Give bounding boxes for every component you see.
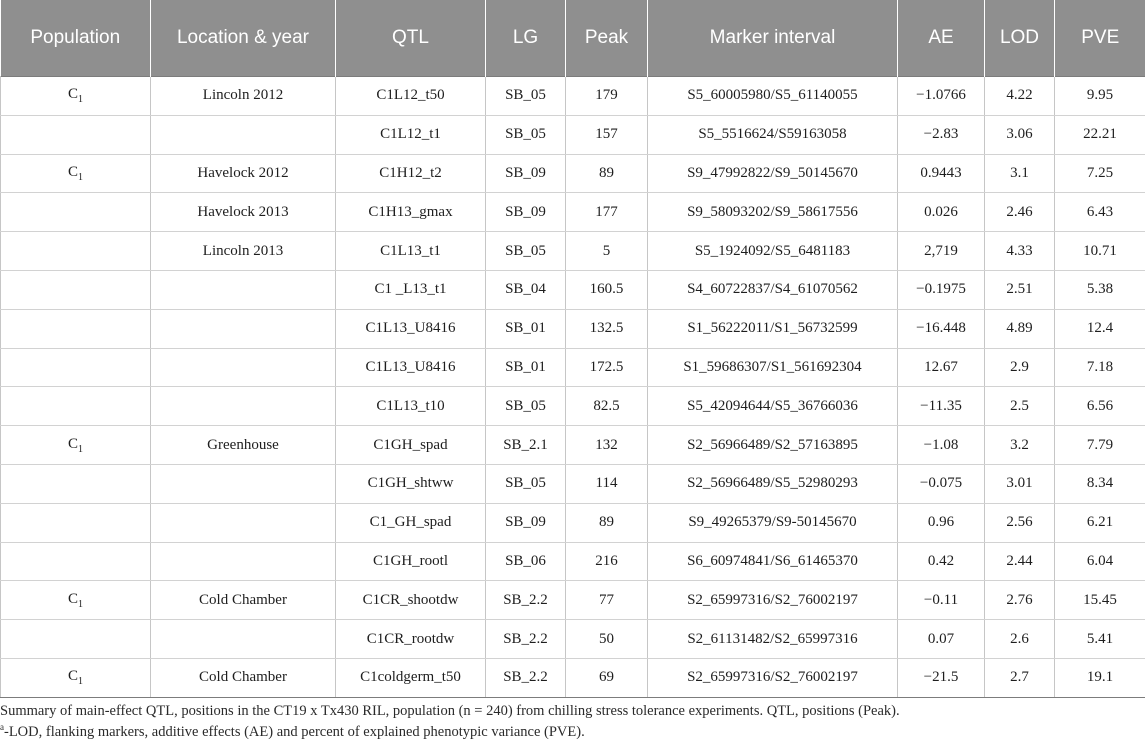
cell-location-year: Havelock 2012: [151, 154, 336, 193]
cell-lg: SB_09: [486, 193, 566, 232]
cell-pve: 7.25: [1055, 154, 1145, 193]
cell-marker-interval: S5_60005980/S5_61140055: [648, 77, 898, 116]
cell-location-year: [151, 115, 336, 154]
table-row: [1, 658, 1145, 697]
cell-location-year: [151, 503, 336, 542]
cell-location-year: [151, 387, 336, 426]
table-body: [1, 77, 1145, 698]
cell-lg: SB_06: [486, 542, 566, 581]
cell-qtl: C1H12_t2: [336, 154, 486, 193]
population-label: $C_1$: [68, 668, 83, 684]
cell-ae: −1.08: [898, 426, 985, 465]
cell-lg: SB_05: [486, 77, 566, 116]
cell-lg: SB_05: [486, 232, 566, 271]
cell-pve: 10.71: [1055, 232, 1145, 271]
cell-marker-interval: S2_61131482/S2_65997316: [648, 620, 898, 659]
cell-location-year: Cold Chamber: [151, 581, 336, 620]
cell-qtl: C1L13_U8416: [336, 348, 486, 387]
cell-lg: SB_09: [486, 154, 566, 193]
cell-lg: SB_05: [486, 115, 566, 154]
cell-lod: 2.76: [985, 581, 1055, 620]
cell-peak: 216: [566, 542, 648, 581]
cell-marker-interval: S1_56222011/S1_56732599: [648, 309, 898, 348]
cell-ae: −21.5: [898, 658, 985, 697]
cell-location-year: [151, 348, 336, 387]
header-ae: AE: [898, 0, 985, 77]
cell-ae: 0.42: [898, 542, 985, 581]
cell-location-year: [151, 309, 336, 348]
cell-qtl: C1L13_t10: [336, 387, 486, 426]
cell-location-year: Havelock 2013: [151, 193, 336, 232]
cell-lod: 4.89: [985, 309, 1055, 348]
table-row: [1, 309, 1145, 348]
cell-pve: 15.45: [1055, 581, 1145, 620]
cell-location-year: Greenhouse: [151, 426, 336, 465]
cell-lod: 2.46: [985, 193, 1055, 232]
cell-marker-interval: S5_1924092/S5_6481183: [648, 232, 898, 271]
cell-lg: SB_01: [486, 309, 566, 348]
cell-ae: −11.35: [898, 387, 985, 426]
table-row: [1, 348, 1145, 387]
cell-marker-interval: S9_47992822/S9_50145670: [648, 154, 898, 193]
cell-qtl: C1GH_spad: [336, 426, 486, 465]
cell-peak: 157: [566, 115, 648, 154]
cell-location-year: [151, 542, 336, 581]
table-row: [1, 193, 1145, 232]
cell-pve: 7.18: [1055, 348, 1145, 387]
cell-lod: 2.6: [985, 620, 1055, 659]
cell-lod: 2.51: [985, 270, 1055, 309]
cell-ae: 0.07: [898, 620, 985, 659]
footnote-marker: a: [0, 722, 4, 732]
cell-population: [1, 115, 151, 154]
cell-ae: −1.0766: [898, 77, 985, 116]
cell-pve: 6.56: [1055, 387, 1145, 426]
cell-peak: 50: [566, 620, 648, 659]
cell-pve: 12.4: [1055, 309, 1145, 348]
cell-ae: 2,719: [898, 232, 985, 271]
cell-population: [1, 232, 151, 271]
cell-pve: 19.1: [1055, 658, 1145, 697]
cell-ae: −0.075: [898, 464, 985, 503]
cell-pve: 5.41: [1055, 620, 1145, 659]
cell-ae: 12.67: [898, 348, 985, 387]
cell-population: [1, 348, 151, 387]
cell-ae: −16.448: [898, 309, 985, 348]
cell-population: [1, 193, 151, 232]
cell-population: [1, 309, 151, 348]
cell-peak: 114: [566, 464, 648, 503]
cell-population: [1, 620, 151, 659]
cell-population: [1, 503, 151, 542]
cell-peak: 82.5: [566, 387, 648, 426]
table-row: [1, 503, 1145, 542]
table-row: [1, 154, 1145, 193]
table-row: [1, 270, 1145, 309]
header-marker-interval: Marker interval: [648, 0, 898, 77]
cell-qtl: C1CR_shootdw: [336, 581, 486, 620]
cell-marker-interval: S9_49265379/S9-50145670: [648, 503, 898, 542]
table-caption: Summary of main-effect QTL, positions in the CT19 x Tx430 RIL, population (n = 240) from chilling stress tolerance experiments. QTL, positions (Peak).: [0, 703, 1145, 720]
header-population: Population: [1, 0, 151, 77]
cell-lod: 3.2: [985, 426, 1055, 465]
cell-pve: 8.34: [1055, 464, 1145, 503]
cell-location-year: [151, 464, 336, 503]
population-label: $C_1$: [68, 164, 83, 180]
cell-population: [1, 387, 151, 426]
table-row: [1, 77, 1145, 116]
cell-pve: 9.95: [1055, 77, 1145, 116]
cell-lg: SB_2.2: [486, 658, 566, 697]
table-row: [1, 581, 1145, 620]
cell-lod: 3.01: [985, 464, 1055, 503]
cell-marker-interval: S5_5516624/S59163058: [648, 115, 898, 154]
cell-lod: 2.7: [985, 658, 1055, 697]
cell-ae: −2.83: [898, 115, 985, 154]
header-qtl: QTL: [336, 0, 486, 77]
cell-location-year: [151, 270, 336, 309]
cell-peak: 177: [566, 193, 648, 232]
cell-ae: 0.96: [898, 503, 985, 542]
cell-lod: 3.06: [985, 115, 1055, 154]
cell-peak: 132.5: [566, 309, 648, 348]
cell-population: [1, 542, 151, 581]
cell-pve: 6.21: [1055, 503, 1145, 542]
cell-pve: 7.79: [1055, 426, 1145, 465]
cell-lg: SB_04: [486, 270, 566, 309]
cell-peak: 172.5: [566, 348, 648, 387]
cell-qtl: C1coldgerm_t50: [336, 658, 486, 697]
cell-lod: 2.5: [985, 387, 1055, 426]
cell-location-year: Cold Chamber: [151, 658, 336, 697]
cell-ae: −0.1975: [898, 270, 985, 309]
table-row: [1, 387, 1145, 426]
population-label: $C_1$: [68, 591, 83, 607]
cell-marker-interval: S2_65997316/S2_76002197: [648, 581, 898, 620]
cell-lod: 4.22: [985, 77, 1055, 116]
header-pve: PVE: [1055, 0, 1145, 77]
cell-qtl: C1CR_rootdw: [336, 620, 486, 659]
cell-lg: SB_05: [486, 387, 566, 426]
cell-population: [1, 426, 151, 465]
header-lod: LOD: [985, 0, 1055, 77]
table-row: [1, 115, 1145, 154]
cell-location-year: Lincoln 2012: [151, 77, 336, 116]
cell-lod: 2.44: [985, 542, 1055, 581]
cell-ae: −0.11: [898, 581, 985, 620]
cell-qtl: C1_GH_spad: [336, 503, 486, 542]
cell-qtl: C1L12_t50: [336, 77, 486, 116]
cell-lg: SB_2.2: [486, 620, 566, 659]
table-row: [1, 464, 1145, 503]
population-label: $C_1$: [68, 86, 83, 102]
cell-lod: 2.9: [985, 348, 1055, 387]
cell-marker-interval: S4_60722837/S4_61070562: [648, 270, 898, 309]
cell-peak: 89: [566, 154, 648, 193]
population-label: $C_1$: [68, 436, 83, 452]
header-peak: Peak: [566, 0, 648, 77]
cell-peak: 89: [566, 503, 648, 542]
cell-population: [1, 77, 151, 116]
cell-peak: 69: [566, 658, 648, 697]
cell-pve: 22.21: [1055, 115, 1145, 154]
cell-population: [1, 464, 151, 503]
cell-marker-interval: S9_58093202/S9_58617556: [648, 193, 898, 232]
cell-peak: 5: [566, 232, 648, 271]
cell-qtl: C1L12_t1: [336, 115, 486, 154]
cell-lg: SB_09: [486, 503, 566, 542]
cell-location-year: Lincoln 2013: [151, 232, 336, 271]
cell-peak: 179: [566, 77, 648, 116]
cell-peak: 132: [566, 426, 648, 465]
cell-qtl: C1 _L13_t1: [336, 270, 486, 309]
cell-marker-interval: S2_56966489/S5_52980293: [648, 464, 898, 503]
table-row: [1, 426, 1145, 465]
cell-lod: 3.1: [985, 154, 1055, 193]
cell-marker-interval: S2_56966489/S2_57163895: [648, 426, 898, 465]
cell-population: [1, 154, 151, 193]
cell-lg: SB_2.1: [486, 426, 566, 465]
cell-pve: 6.43: [1055, 193, 1145, 232]
cell-lod: 2.56: [985, 503, 1055, 542]
cell-lod: 4.33: [985, 232, 1055, 271]
cell-peak: 77: [566, 581, 648, 620]
table-row: [1, 620, 1145, 659]
table-row: [1, 232, 1145, 271]
cell-population: [1, 270, 151, 309]
header-lg: LG: [486, 0, 566, 77]
table-footnote: [0, 722, 1145, 741]
cell-pve: 6.04: [1055, 542, 1145, 581]
header-row: [1, 0, 1145, 77]
header-location-year: Location & year: [151, 0, 336, 77]
cell-marker-interval: S1_59686307/S1_561692304: [648, 348, 898, 387]
cell-location-year: [151, 620, 336, 659]
cell-lg: SB_2.2: [486, 581, 566, 620]
cell-qtl: C1L13_t1: [336, 232, 486, 271]
cell-peak: 160.5: [566, 270, 648, 309]
cell-qtl: C1H13_gmax: [336, 193, 486, 232]
cell-qtl: C1GH_shtww: [336, 464, 486, 503]
cell-marker-interval: S6_60974841/S6_61465370: [648, 542, 898, 581]
cell-lg: SB_01: [486, 348, 566, 387]
cell-qtl: C1GH_rootl: [336, 542, 486, 581]
cell-population: [1, 581, 151, 620]
cell-population: [1, 658, 151, 697]
footnote-text: -LOD, flanking markers, additive effects (AE) and percent of explained phenotypic variance (PVE).: [4, 724, 585, 740]
cell-ae: 0.9443: [898, 154, 985, 193]
cell-pve: 5.38: [1055, 270, 1145, 309]
cell-lg: SB_05: [486, 464, 566, 503]
cell-marker-interval: S5_42094644/S5_36766036: [648, 387, 898, 426]
cell-qtl: C1L13_U8416: [336, 309, 486, 348]
table-row: [1, 542, 1145, 581]
cell-marker-interval: S2_65997316/S2_76002197: [648, 658, 898, 697]
cell-ae: 0.026: [898, 193, 985, 232]
